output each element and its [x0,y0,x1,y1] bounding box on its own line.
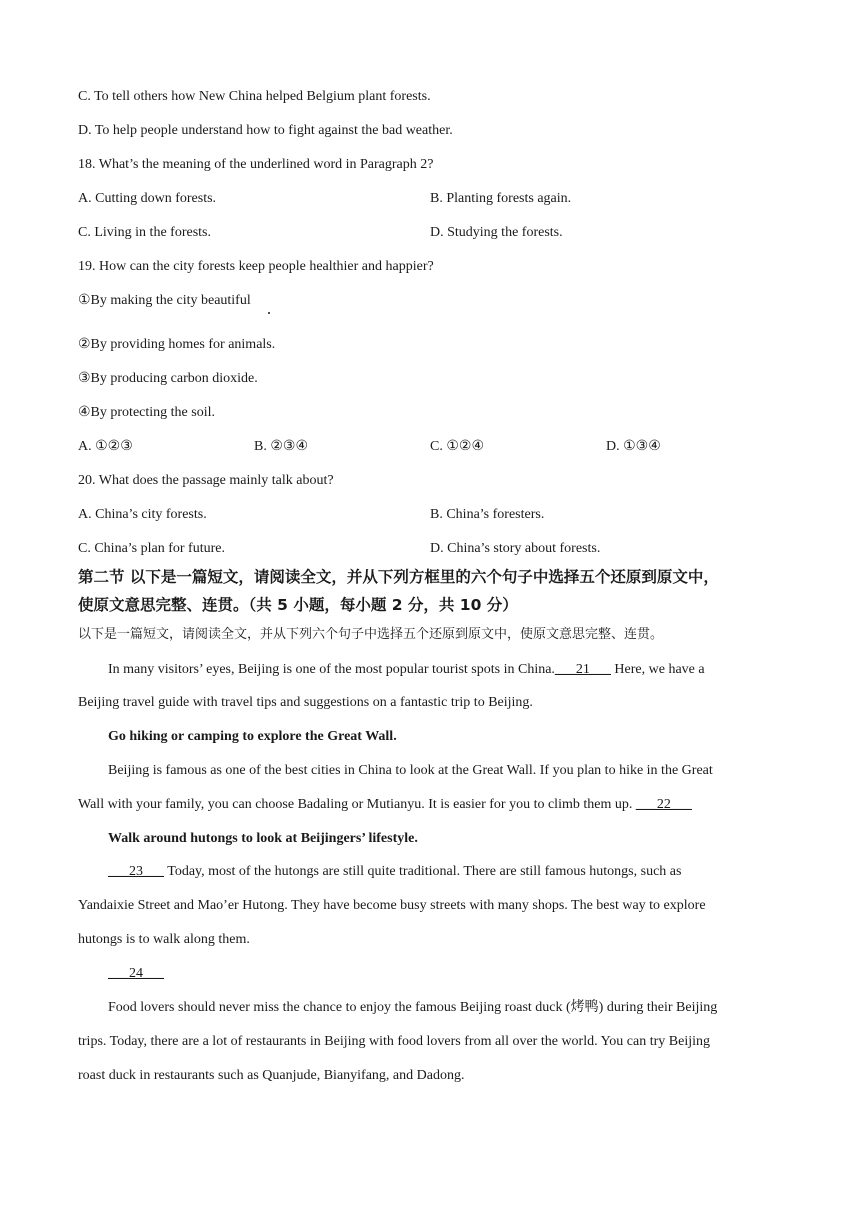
blank-24: ___24___ [108,966,164,981]
q18-stem: 18. What’s the meaning of the underlined word in Paragraph 2? [78,157,434,172]
q19-option-b: B. ②③④ [254,439,308,454]
section-instruction: 以下是一篇短文，请阅读全文，并从下列六个句子中选择五个还原到原文中，使原文意思完整、连贯。 [78,627,664,642]
q19-option-a: A. ①②③ [78,439,133,454]
passage-p2-line-1: Beijing is famous as one of the best cities in China to look at the Great Wall. If you plan to hike in the Great [108,763,713,778]
section-heading-line-1: 第二节 以下是一篇短文，请阅读全文，并从下列方框里的六个句子中选择五个还原到原文中， [78,568,719,586]
passage-text: Here, we have a [610,662,705,677]
subheading-great-wall: Go hiking or camping to explore the Great Wall. [108,729,397,744]
blank-23: ___23___ [108,864,164,879]
passage-p4-line-2: trips. Today, there are a lot of restaurants in Beijing with food lovers from all over the world. You can try Beijing [78,1034,710,1049]
q17-option-c: C. To tell others how New China helped Belgium plant forests. [78,89,431,104]
q18-option-a: A. Cutting down forests. [78,191,217,206]
passage-p3-line-2: Yandaixie Street and Mao’er Hutong. They have become busy streets with many shops. The best way to explore [78,898,706,913]
section-heading-line-2: 使原文意思完整、连贯。（共 5 小题，每小题 2 分，共 10 分） [78,596,518,614]
q20-option-d: D. China’s story about forests. [430,541,601,556]
emphasis-dot [268,312,270,314]
subheading-hutongs: Walk around hutongs to look at Beijingers’ lifestyle. [108,831,418,846]
q18-option-b: B. Planting forests again. [430,191,572,206]
passage-text: In many visitors’ eyes, Beijing is one of the most popular tourist spots in China. [108,662,555,677]
q19-item-1: ①By making the city beautiful [78,293,251,308]
q19-item-2: ②By providing homes for animals. [78,337,276,352]
passage-p1-line-2: Beijing travel guide with travel tips and suggestions on a fantastic trip to Beijing. [78,695,533,710]
passage-p4-line-3: roast duck in restaurants such as Quanjude, Bianyifang, and Dadong. [78,1068,465,1083]
blank-22: ___22___ [635,797,692,812]
passage-p2-line-2 [78,796,692,814]
q19-item-3: ③By producing carbon dioxide. [78,371,258,386]
passage-text: Today, most of the hutongs are still quite traditional. There are still famous hutongs, such as [164,864,682,879]
passage-p4-line-1: Food lovers should never miss the chance to enjoy the famous Beijing roast duck (烤鸭) during their Beijing [108,1000,718,1015]
passage-p3-line-3: hutongs is to walk along them. [78,932,250,947]
q19-option-c: C. ①②④ [430,439,484,454]
q18-option-d: D. Studying the forests. [430,225,563,240]
blank-24-line [108,965,164,983]
q20-option-b: B. China’s foresters. [430,507,545,522]
blank-21: ___21___ [554,662,611,677]
q20-stem: 20. What does the passage mainly talk about? [78,473,334,488]
q19-stem: 19. How can the city forests keep people healthier and happier? [78,259,434,274]
q20-option-c: C. China’s plan for future. [78,541,225,556]
q19-item-4: ④By protecting the soil. [78,405,215,420]
q19-option-d: D. ①③④ [606,439,661,454]
q18-option-c: C. Living in the forests. [78,225,211,240]
passage-p3-line-1 [108,863,681,881]
passage-text: Wall with your family, you can choose Badaling or Mutianyu. It is easier for you to climb them up. [78,797,636,812]
passage-p1-line-1 [108,661,705,679]
q17-option-d: D. To help people understand how to fight against the bad weather. [78,123,453,138]
q20-option-a: A. China’s city forests. [78,507,207,522]
